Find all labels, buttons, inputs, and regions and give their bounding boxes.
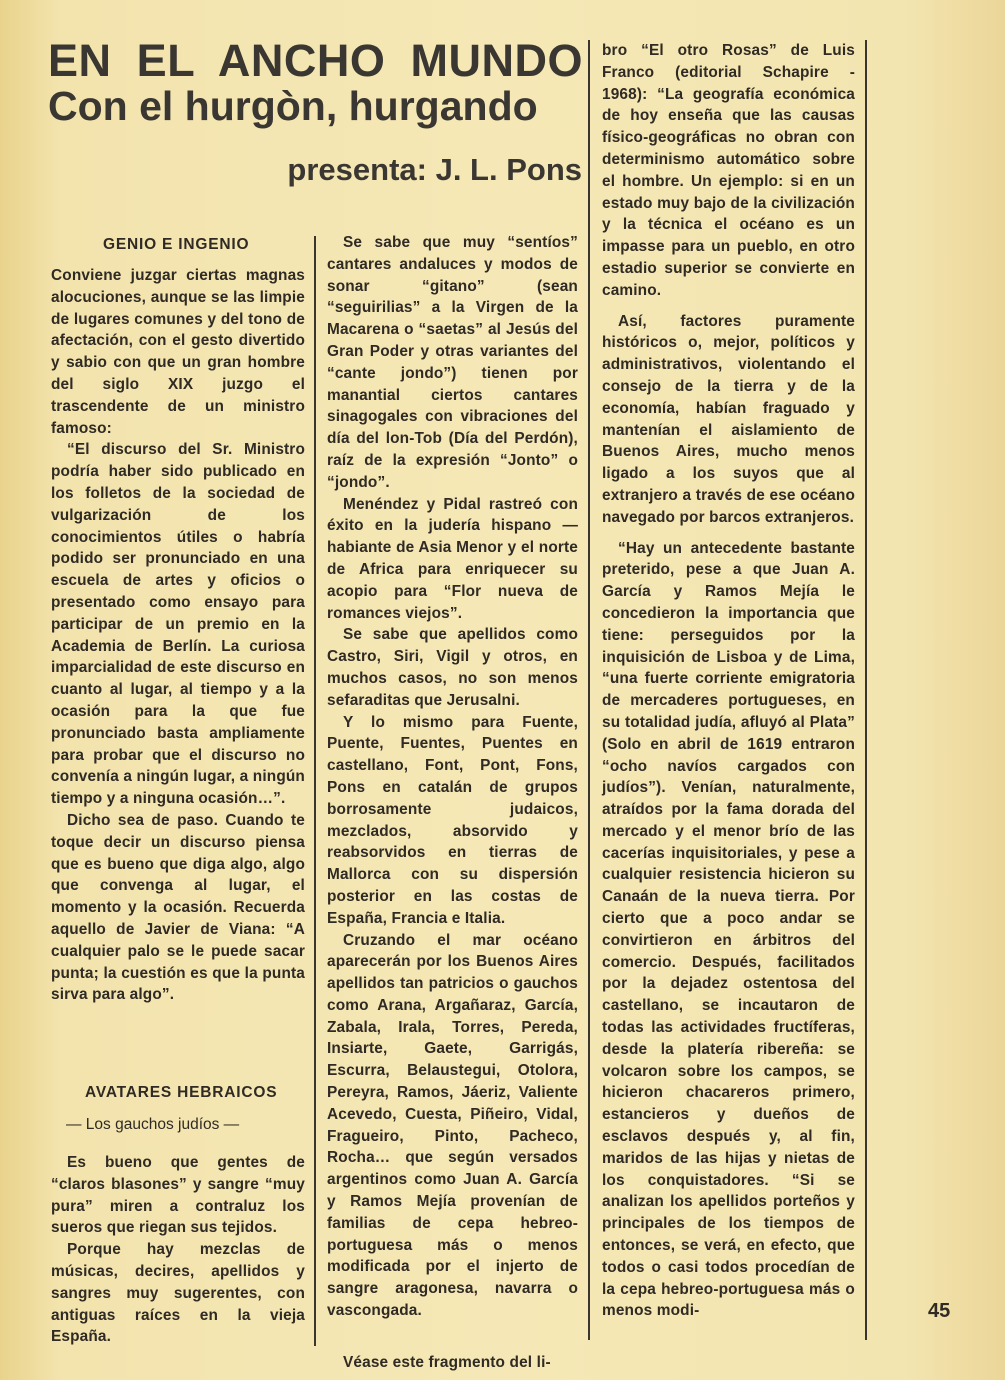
paragraph: “El discurso del Sr. Ministro podría haber sido publicado en los folletos de la sociedad de vulgarización de los conocimientos útiles o habría podido ser pronunciado en una escuela de artes y oficios o presentado como ensayo para participar de un premio en la Academia de Berlín. La curiosa imparcialidad de este discurso en cuanto al lugar, al tiempo y a la ocasión para la que fue pronunciado basta ampliamente para probar que el discurso no convenía a ningún lugar, a ningún tiempo y a ninguna ocasión…”. — [51, 441, 305, 808]
section-subheading: — Los gauchos judíos — — [66, 1116, 240, 1133]
paragraph: bro “El otro Rosas” de Luis Franco (editorial Schapire - 1968): “La geografía económica de hoy enseña que las causas físico-geográficas no obran con determinismo automático sobre el hombre. Un ejemplo: si en un estado muy bajo de la civilización y la técnica el océano es un impasse para un pueblo, en otro estadio superior se convierte en camino. — [602, 42, 855, 299]
title-block — [48, 35, 583, 129]
column-1-continued — [51, 1152, 305, 1348]
section-heading-avatares: AVATARES HEBRAICOS — [85, 1084, 278, 1101]
column-1 — [51, 265, 305, 1006]
column-divider — [865, 40, 867, 1340]
paragraph: Así, factores puramente históricos o, mejor, políticos y administrativos, violentando el consejo de la tierra y de la economía, habían fraguado y mantenían el aislamiento de Buenos Aires, mucho menos ligado a los suyos que al extranjero a través de ese océano navegado por barcos extranjeros. — [602, 312, 855, 526]
paragraph: Se sabe que apellidos como Castro, Siri, Vigil y otros, en muchos casos, no son menos sefaraditas que Jerusalni. — [327, 626, 578, 709]
spacer — [327, 1322, 578, 1352]
column-2 — [327, 232, 578, 1374]
section-heading-genio: GENIO E INGENIO — [103, 236, 250, 253]
paragraph: Dicho sea de paso. Cuando te toque decir un discurso piensa que es bueno que diga algo, algo que convenga al lugar, el momento y la ocasión. Recuerda aquello de Javier de Viana: “A cualquier palo se le puede sacar punta; la cuestión es que la punta sirva para algo”. — [51, 811, 305, 1004]
column-divider — [588, 40, 590, 1340]
spacer — [602, 529, 855, 538]
page-number: 45 — [928, 1300, 951, 1322]
byline: presenta: J. L. Pons — [287, 152, 582, 187]
column-3 — [602, 40, 855, 1322]
paragraph: Porque hay mezclas de músicas, decires, apellidos y sangres muy sugerentes, con antiguas raíces en la vieja España. — [51, 1241, 305, 1346]
column-divider — [314, 236, 316, 1346]
paragraph: “Hay un antecedente bastante preterido, pese a que Juan A. García y Ramos Mejía le concedieron la importancia que tiene: perseguidos por la inquisición de Lisboa y de Lima, “una fuerte corriente emigratoria de mercaderes portugueses, en su totalidad judía, afluyó al Plata” (Solo en abril de 1619 entraron “ocho navíos cargados con judíos”). Venían, naturalmente, atraídos por la fama dorada del mercado y el menor brío de las cacerías inquisitoriales, y pese a cualquier resistencia hicieron su Canaán de la nueva tierra. Por cierto que a poco andar se convirtieron en árbitros del comercio. Después, facilitados por la dejadez ostentosa del castellano, se incautaron de todas las actividades fructíferas, desde la platería ribereña: se volcaron sobre los campos, se hicieron chacareros primero, estancieros y dueños de esclavos después y, al fin, maridos de las hijas y nietas de los conquistadores. “Si se analizan los apellidos porteños y principales de los tiempos de entonces, se verá, en efecto, que todos o casi todos procedían de la cepa hebreo-portuguesa más o menos modi- — [602, 539, 855, 1320]
spacer — [602, 302, 855, 311]
paragraph: Se sabe que muy “sentíos” cantares andaluces y modos de sonar “gitano” (sean “seguirilias” a la Virgen de la Macarena o “saetas” al Jesús del Gran Poder y otras variantes del “cante jondo”) tienen por manantial ciertos cantares sinagogales con vibraciones del día del lon-Tob (Día del Perdón), raíz de la expresión “Jonto” o “jondo”. — [327, 234, 578, 491]
paragraph: Conviene juzgar ciertas magnas alocuciones, aunque se las limpie de lugares comunes y del tono de afectación, con el gesto divertido y sabio con que un gran hombre del siglo XIX juzgo el trascendente de un ministro famoso: — [51, 267, 305, 437]
page-subtitle: Con el hurgòn, hurgando — [48, 83, 538, 129]
paragraph: Es bueno que gentes de “claros blasones” y sangre “muy pura” miren a contraluz los sueros que riegan sus tejidos. — [51, 1154, 305, 1237]
paragraph: Y lo mismo para Fuente, Puente, Fuentes, Puentes en castellano, Font, Pont, Fons, Pons en catalán de grupos borrosamente judaicos, mezclados, absorvido y reabsorvidos en tierras de Mallorca con su dispersión posterior en las costas de España, Francia e Italia. — [327, 713, 578, 927]
page-title: EN EL ANCHO MUNDO — [48, 35, 583, 86]
paragraph: Véase este fragmento del li- — [343, 1353, 551, 1371]
paragraph: Cruzando el mar océano aparecerán por los Buenos Aires apellidos tan patricios o gauchos como Arana, Argañaraz, García, Zabala, Irala, Torres, Pereda, Insiarte, Gaete, Garrigás, Escurra, Belaustegui, Otolora, Pereyra, Ramos, Jáeriz, Valiente Acevedo, Cuesta, Piñeiro, Vidal, Fragueiro, Pinto, Pacheco, Rocha… que según versados argentinos como Juan A. García y Ramos Mejía provenían de familias de cepa hebreo-portuguesa más o menos modificada por el injerto de sangre aragonesa, navarra o vascongada. — [327, 931, 578, 1320]
paragraph: Menéndez y Pidal rastreó con éxito en la judería hispano — habiante de Asia Menor y el norte de Africa para enriquecer su acopio para “Flor nueva de romances viejos”. — [327, 495, 578, 622]
